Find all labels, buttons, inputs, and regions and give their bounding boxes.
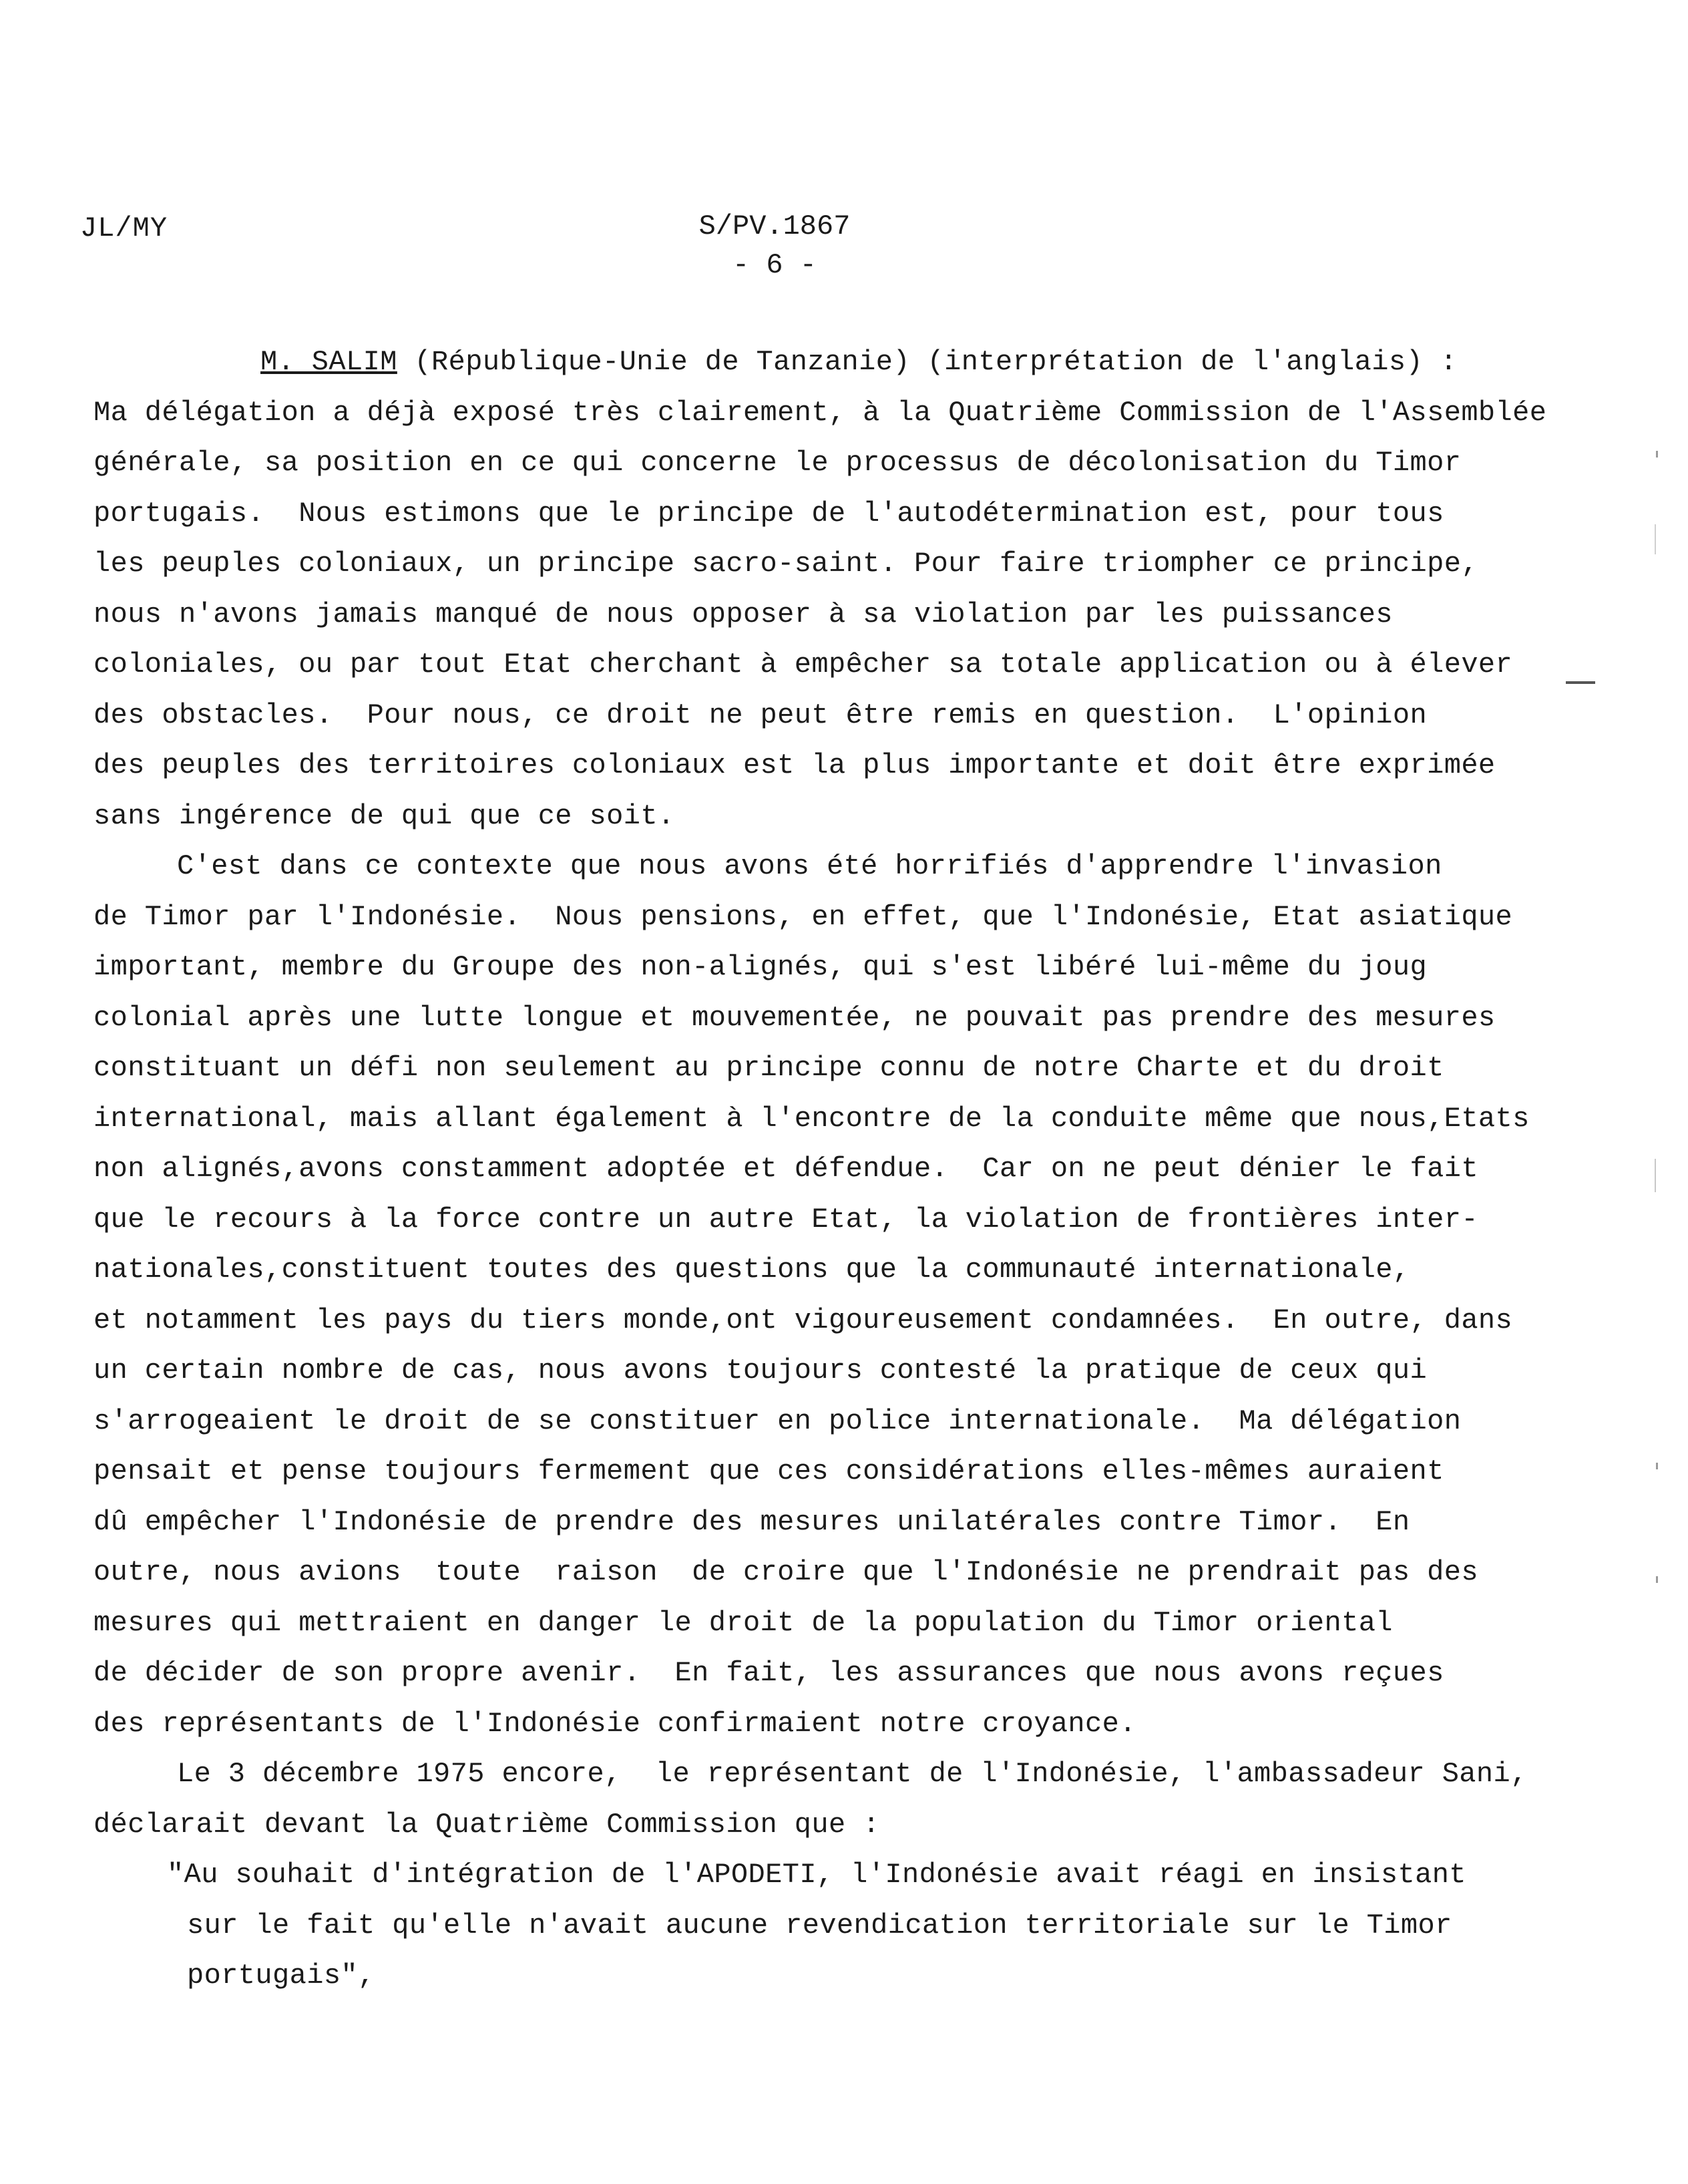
speech-line: déclarait devant la Quatrième Commission que : <box>93 1808 880 1841</box>
quote-line: "Au souhait d'intégration de l'APODETI, l'Indonésie avait réagi en insistant <box>167 1859 1466 1891</box>
speech-line: un certain nombre de cas, nous avons toujours contesté la pratique de ceux qui <box>93 1354 1428 1387</box>
speech-line: nous n'avons jamais manqué de nous opposer à sa violation par les puissances <box>93 598 1393 630</box>
speech-line: colonial après une lutte longue et mouvementée, ne pouvait pas prendre des mesures <box>93 1001 1496 1034</box>
speech-line: nationales,constituent toutes des questions que la communauté internationale, <box>93 1254 1410 1286</box>
speech-line: des représentants de l'Indonésie confirmaient notre croyance. <box>93 1707 1136 1740</box>
speech-line: les peuples coloniaux, un principe sacro-saint. Pour faire triompher ce principe, <box>93 548 1478 580</box>
speech-line: de Timor par l'Indonésie. Nous pensions, en effet, que l'Indonésie, Etat asiatique <box>93 900 1513 933</box>
speech-line: de décider de son propre avenir. En fait, les assurances que nous avons reçues <box>93 1657 1444 1689</box>
speech-line: s'arrogeaient le droit de se constituer en police internationale. Ma délégation <box>93 1405 1462 1437</box>
speech-line: outre, nous avions toute raison de croire que l'Indonésie ne prendrait pas des <box>93 1556 1478 1588</box>
document-header <box>674 207 875 285</box>
speech-line <box>93 337 1549 388</box>
speech-line: des obstacles. Pour nous, ce droit ne peut être remis en question. L'opinion <box>93 699 1428 731</box>
margin-mark <box>1655 1159 1656 1192</box>
speech-line: C'est dans ce contexte que nous avons été horrifiés d'apprendre l'invasion <box>177 850 1442 882</box>
speech-line: et notamment les pays du tiers monde,ont vigoureusement condamnées. En outre, dans <box>93 1304 1513 1336</box>
margin-mark <box>1655 524 1656 554</box>
speech-line: dû empêcher l'Indonésie de prendre des mesures unilatérales contre Timor. En <box>93 1505 1410 1538</box>
speech-body <box>93 337 1549 2002</box>
speech-line: Le 3 décembre 1975 encore, le représentant de l'Indonésie, l'ambassadeur Sani, <box>177 1758 1528 1790</box>
speech-line: portugais. Nous estimons que le principe de l'autodétermination est, pour tous <box>93 497 1444 530</box>
quote-line: sur le fait qu'elle n'avait aucune revendication territoriale sur le Timor <box>187 1909 1452 1942</box>
speech-line: que le recours à la force contre un autre Etat, la violation de frontières inter- <box>93 1203 1478 1236</box>
speech-line: non alignés,avons constamment adoptée et défendue. Car on ne peut dénier le fait <box>93 1153 1478 1185</box>
speech-line: générale, sa position en ce qui concerne le processus de décolonisation du Timor <box>93 447 1462 479</box>
speech-line: des peuples des territoires coloniaux est la plus importante et doit être exprimée <box>93 749 1496 781</box>
quote-line: portugais", <box>187 1960 375 1992</box>
initials-header: JL/MY <box>80 212 168 244</box>
speech-line: international, mais allant également à l'encontre de la conduite même que nous,Etats <box>93 1102 1530 1135</box>
margin-mark <box>1656 451 1658 458</box>
margin-mark <box>1566 681 1595 684</box>
speech-line: coloniales, ou par tout Etat cherchant à empêcher sa totale application ou à élever <box>93 649 1513 681</box>
speech-line: Ma délégation a déjà exposé très clairement, à la Quatrième Commission de l'Assemblée <box>93 396 1547 429</box>
speech-line: pensait et pense toujours fermement que ces considérations elles-mêmes auraient <box>93 1455 1444 1487</box>
margin-mark <box>1656 1576 1658 1583</box>
speech-line: sans ingérence de qui que ce soit. <box>93 799 675 832</box>
document-symbol: S/PV.1867 <box>698 210 851 242</box>
page-number: - 6 - <box>732 249 817 281</box>
speech-line: important, membre du Groupe des non-alignés, qui s'est libéré lui-même du joug <box>93 951 1428 983</box>
speech-line: constituant un défi non seulement au principe connu de notre Charte et du droit <box>93 1052 1444 1084</box>
speaker-country: (République-Unie de Tanzanie) (interprétation de l'anglais) : <box>397 346 1458 378</box>
speech-line: mesures qui mettraient en danger le droit de la population du Timor oriental <box>93 1606 1393 1639</box>
margin-mark <box>1656 1463 1658 1469</box>
speaker-name: M. SALIM <box>260 346 397 378</box>
